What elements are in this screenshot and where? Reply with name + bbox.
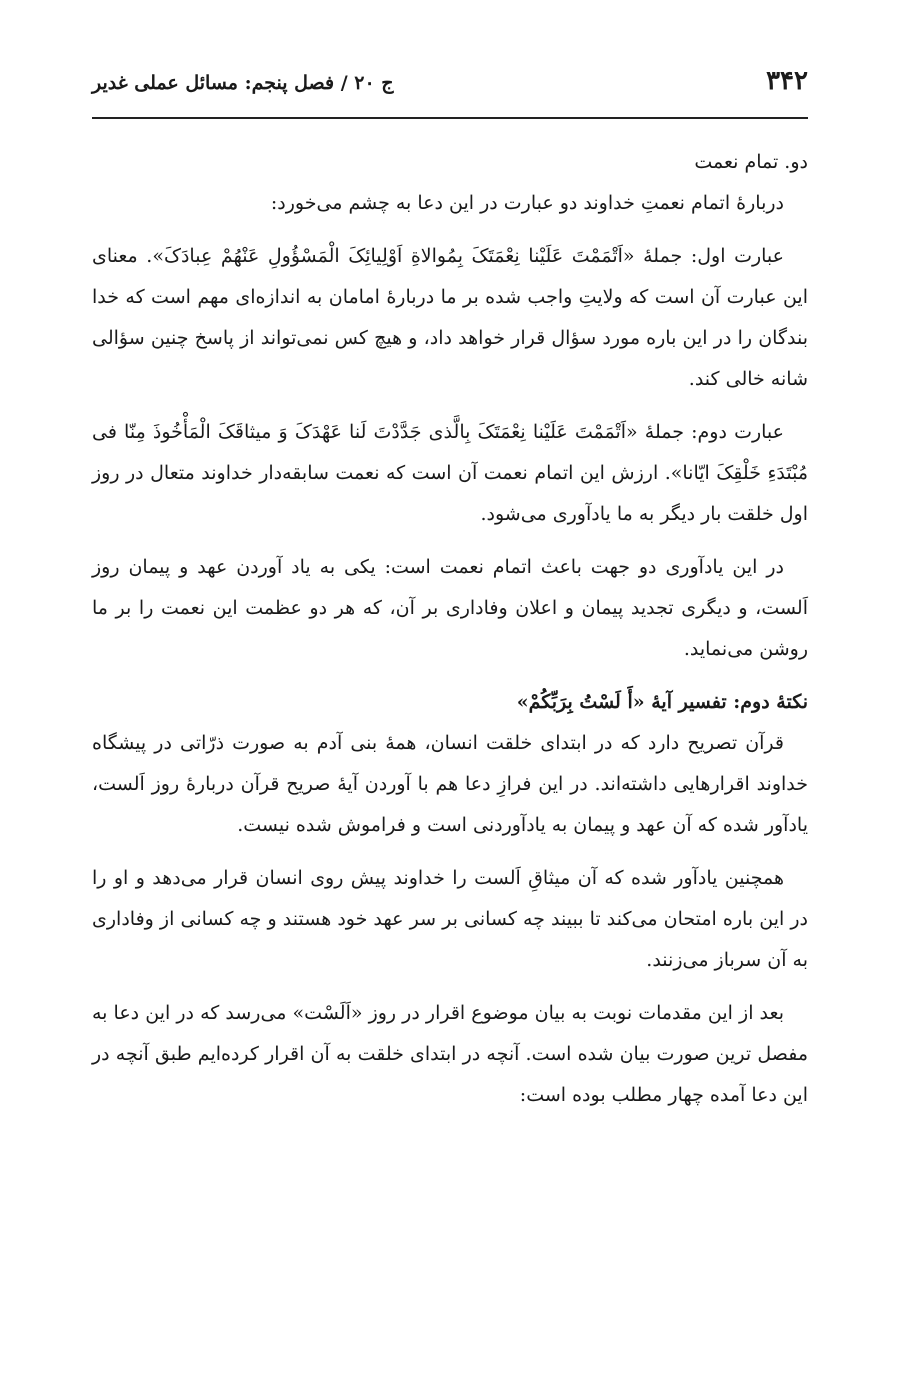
intro-sentence: دربارۀ اتمام نعمتِ خداوند دو عبارت در این دعا به چشم می‌خورد: <box>270 192 784 214</box>
paragraph-quran: قرآن تصریح دارد که در ابتدای خلقت انسان، همۀ بنی آدم به صورت ذرّاتی در پیشگاه خداوند اقرارهایی داشته‌اند. در این فرازِ دعا هم با آوردن آیۀ صریح قرآن دربارۀ روز اَلست، یادآور شده که آن عهد و پیمان به یادآوردنی است و فراموش شده نیست. <box>92 732 808 836</box>
header-divider <box>92 117 808 119</box>
paragraph-first-phrase: عبارت اول: جملۀ «اَتْمَمْتَ عَلَيْنا نِعْمَتَکَ بِمُوالاةِ اَوْلِيائِکَ الْمَسْؤُولِ عَنْهُمْ عِبادَکَ». معنای این عبارت آن است که ولایتِ واجب شده بر ما دربارۀ امامان به اندازه‌ای مهم است که خدا بندگان را در این باره مورد سؤال قرار خواهد داد، و هیچ کس نمی‌تواند از پاسخ چنین سؤالی شانه خالی کند. <box>92 245 808 390</box>
chapter-title: ج ۲۰ / فصل پنجم: مسائل عملی غدیر <box>92 72 394 94</box>
page-body <box>92 142 808 1116</box>
page-number: ۳۴۲ <box>766 66 808 96</box>
running-header <box>92 62 808 108</box>
paragraph-reminder: در این یادآوری دو جهت باعث اتمام نعمت است: یکی به یاد آوردن عهد و پیمان روز اَلست، و دیگری تجدید پیمان و اعلان وفاداری بر آن، که هر دو عظمت این نعمت را بر ما روشن می‌نماید. <box>92 556 808 660</box>
paragraph-conclusion: بعد از این مقدمات نوبت به بیان موضوع اقرار در روز «اَلَسْت» می‌رسد که در این دعا به مفصل ترین صورت بیان شده است. آنچه در ابتدای خلقت به آن اقرار کرده‌ایم طبق آنچه در این دعا آمده چهار مطلب بوده است: <box>92 1002 808 1106</box>
subheading: نکتۀ دوم: تفسیر آیۀ «أَ لَسْتُ بِرَبِّکُمْ» <box>516 691 808 713</box>
paragraph-covenant: همچنین یادآور شده که آن میثاقِ اَلست را خداوند پیش روی انسان قرار می‌دهد و او را در این باره امتحان می‌کند تا ببیند چه کسانی بر سر عهد خود هستند و چه کسانی از وفاداری به آن سرباز می‌زنند. <box>92 867 808 971</box>
paragraph-second-phrase: عبارت دوم: جملۀ «اَتْمَمْتَ عَلَيْنا نِعْمَتَکَ بِالَّذی جَدَّدْتَ لَنا عَهْدَکَ وَ میثاقَکَ الْمَأْخُوذَ مِنّا فی مُبْتَدَءِ خَلْقِکَ ايّانا». ارزش این اتمام نعمت آن است که نعمت سابقه‌دار خداوند متعال در روز اول خلقت بار دیگر به ما یادآوری می‌شود. <box>92 421 808 525</box>
section-title: دو. تمام نعمت <box>694 151 808 173</box>
